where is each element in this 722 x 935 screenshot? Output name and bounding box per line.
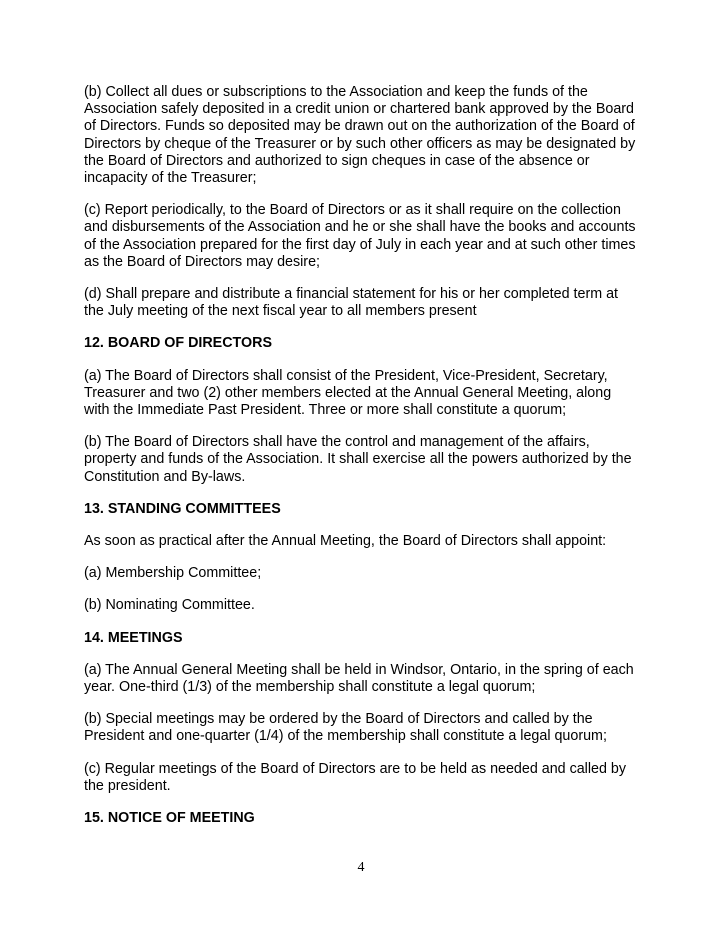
paragraph-committees-intro: As soon as practical after the Annual Meeting, the Board of Directors shall appoint: bbox=[84, 533, 607, 550]
section-heading-standing-committees: 13. STANDING COMMITTEES bbox=[84, 500, 281, 517]
paragraph-board-b: (b) The Board of Directors shall have the control and management of the affairs, property and funds of the Association. It shall exercise all the powers authorized by the Constitution and By-laws. bbox=[84, 434, 632, 485]
paragraph-committees-a: (a) Membership Committee; bbox=[84, 565, 262, 582]
paragraph-meetings-b: (b) Special meetings may be ordered by the Board of Directors and called by the President and one-quarter (1/4) of the membership shall constitute a legal quorum; bbox=[84, 711, 607, 745]
paragraph-treasurer-d: (d) Shall prepare and distribute a financial statement for his or her completed term at the July meeting of the next fiscal year to all members present bbox=[84, 286, 619, 320]
paragraph-meetings-a: (a) The Annual General Meeting shall be held in Windsor, Ontario, in the spring of each year. One-third (1/3) of the membership shall constitute a legal quorum; bbox=[84, 661, 634, 696]
page-number: 4 bbox=[357, 860, 365, 875]
section-heading-meetings: 14. MEETINGS bbox=[84, 629, 183, 646]
paragraph-committees-b: (b) Nominating Committee. bbox=[84, 597, 255, 614]
document-page bbox=[84, 84, 636, 842]
paragraph-meetings-c: (c) Regular meetings of the Board of Directors are to be held as needed and called by the president. bbox=[84, 760, 627, 794]
section-heading-notice-of-meeting: 15. NOTICE OF MEETING bbox=[84, 810, 255, 827]
paragraph-treasurer-b: (b) Collect all dues or subscriptions to the Association and keep the funds of the Association safely deposited in a credit union or chartered bank approved by the Board of Directors. Funds so deposited may be drawn out on the authorization of the Board of Directors by cheque of the Treasurer or by such other officers as may be designated by the Board of Directors and authorized to sign cheques in case of the absence or incapacity of the Treasurer; bbox=[84, 84, 636, 187]
section-heading-board-of-directors: 12. BOARD OF DIRECTORS bbox=[84, 335, 273, 352]
paragraph-treasurer-c: (c) Report periodically, to the Board of Directors or as it shall require on the collection and disbursements of the Association and he or she shall have the books and accounts of the Association prepared for the first day of July in each year and at such other times as the Board of Directors may desire; bbox=[84, 202, 636, 270]
paragraph-board-a: (a) The Board of Directors shall consist of the President, Vice-President, Secretary, Treasurer and two (2) other members elected at the Annual General Meeting, along with the Immediate Past President. Three or more shall constitute a quorum; bbox=[84, 367, 612, 419]
